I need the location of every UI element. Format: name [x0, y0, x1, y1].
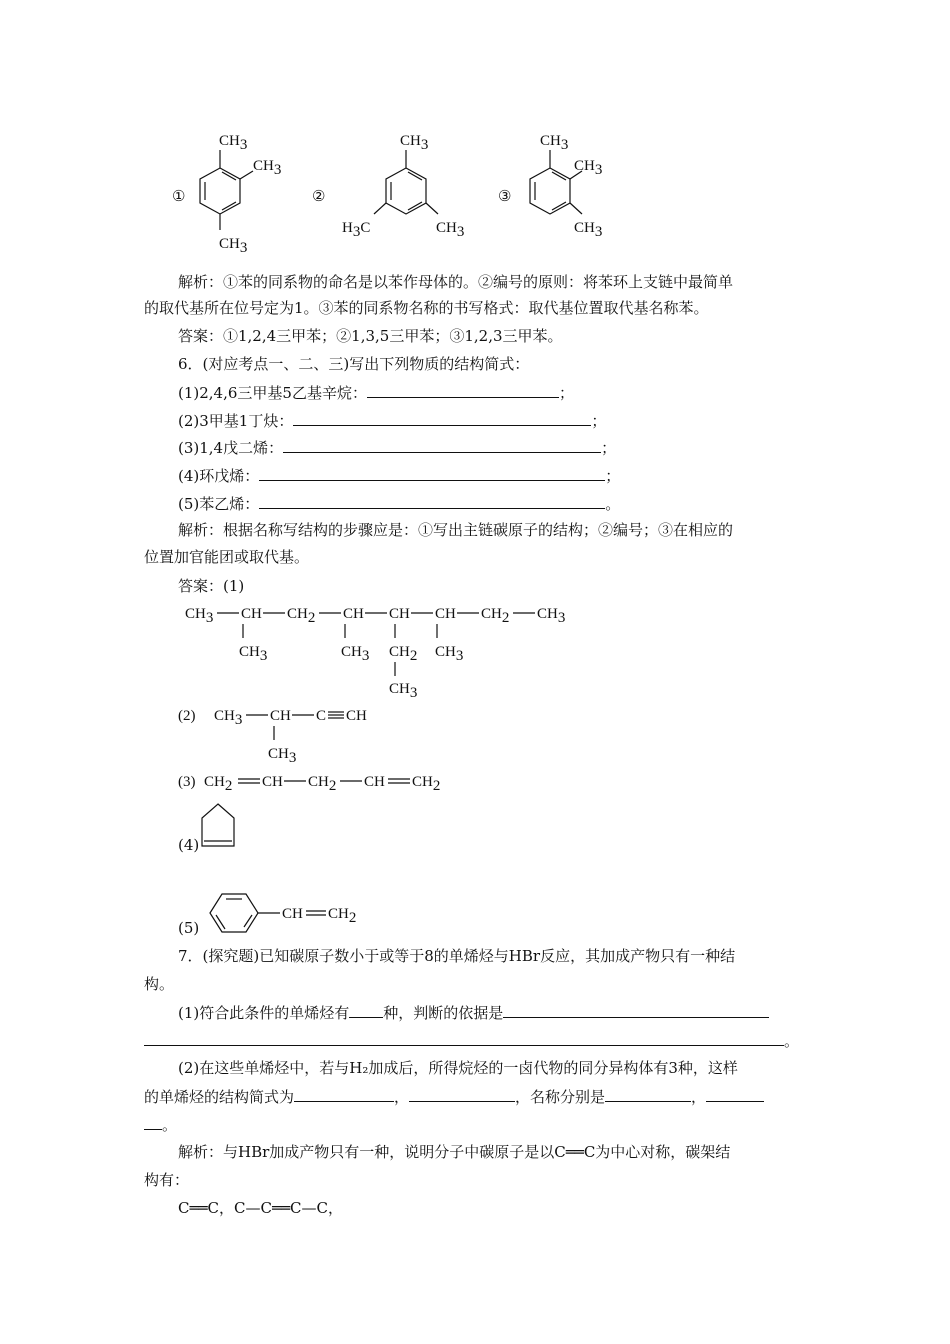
branch-group: CH3 — [389, 681, 418, 701]
main-group: CH2 — [481, 606, 510, 626]
item-end: ； — [601, 439, 617, 457]
group-ch3-right-lower: CH3 — [574, 220, 603, 240]
text: 。 — [784, 1032, 800, 1050]
item-label: (3)1,4戊二烯： — [178, 439, 284, 457]
main-group: CH2 — [308, 774, 337, 794]
q7-analysis-line2: 构有： — [144, 1171, 190, 1189]
answer-blank[interactable] — [409, 1086, 515, 1102]
main-group: CH — [389, 606, 410, 622]
group-h3c-left: H3C — [342, 220, 371, 240]
cyclopentene-ring — [202, 804, 234, 846]
branch-group: CH3 — [341, 644, 370, 664]
benzene-ring — [210, 894, 258, 932]
q6-item-5 — [178, 493, 620, 514]
q6-item-2 — [178, 410, 606, 431]
answer-blank[interactable] — [349, 1002, 383, 1018]
branch-group: CH3 — [268, 746, 297, 766]
answer-blank[interactable] — [259, 493, 605, 509]
item-label: (4)环戊烯： — [178, 467, 260, 485]
q6-analysis-line1: 解析：根据名称写结构的步骤应是：①写出主链碳原子的结构；②编号；③在相应的 — [178, 521, 734, 539]
text: ， — [691, 1088, 707, 1106]
q7-part2-line2 — [144, 1086, 764, 1107]
structure-answer-1 — [185, 600, 585, 700]
benzene-ring — [386, 168, 426, 214]
q6-item-3 — [178, 437, 616, 458]
answer-blank[interactable] — [144, 1114, 162, 1130]
item-end: ； — [591, 412, 607, 430]
main-group: CH2 — [204, 774, 233, 794]
q7-part1-cont — [144, 1030, 799, 1051]
molecule-2-trimethylbenzene — [340, 128, 480, 243]
group-ch3-top: CH3 — [219, 133, 248, 153]
answer-blank[interactable] — [706, 1086, 764, 1102]
answer-blank[interactable] — [367, 382, 559, 398]
text: (1)符合此条件的单烯烃有 — [178, 1004, 350, 1022]
text: ，名称分别是 — [515, 1088, 606, 1106]
q5-analysis-line2: 的取代基所在位号定为1。③苯的同系物名称的书写格式：取代基位置取代基名称苯。 — [144, 299, 709, 317]
main-group: CH2 — [287, 606, 316, 626]
chain-group: CH2 — [328, 906, 357, 926]
main-group: CH — [435, 606, 456, 622]
answer-blank[interactable] — [259, 465, 605, 481]
double-bond — [216, 915, 225, 929]
answer-blank[interactable] — [605, 1086, 691, 1102]
group-ch3-right-upper: CH3 — [574, 158, 603, 178]
answer-blank[interactable] — [503, 1002, 769, 1018]
answer-blank[interactable] — [144, 1030, 784, 1046]
structure-answer-3 — [178, 768, 478, 796]
group-ch3-top: CH3 — [540, 133, 569, 153]
q7-carbon-skeletons: C══C，C—C══C—C， — [178, 1199, 343, 1217]
main-group: CH — [262, 774, 283, 790]
main-group: CH3 — [214, 708, 243, 728]
main-group: CH — [241, 606, 262, 622]
q5-analysis-line1: 解析：①苯的同系物的命名是以苯作母体的。②编号的原则：将苯环上支链中最简单 — [178, 273, 734, 291]
branch-group: CH3 — [239, 644, 268, 664]
main-group: CH — [346, 708, 367, 724]
bond — [374, 203, 386, 214]
main-group: CH3 — [185, 606, 214, 626]
molecule-1-trimethylbenzene — [195, 128, 305, 263]
bond — [426, 203, 438, 214]
q6-title: 6．(对应考点一、二、三)写出下列物质的结构简式： — [178, 355, 530, 373]
marker-2: ② — [312, 187, 326, 205]
q6-item-1 — [178, 382, 574, 403]
q7-part2-line3 — [144, 1114, 177, 1135]
main-group: C — [316, 708, 327, 724]
molecule-3-trimethylbenzene — [520, 128, 630, 243]
text: 的单烯烃的结构简式为 — [144, 1088, 295, 1106]
q6-item-4 — [178, 465, 620, 486]
item-end: ； — [605, 467, 621, 485]
branch-group: CH3 — [435, 644, 464, 664]
main-group: CH — [364, 774, 385, 790]
q6-analysis-line2: 位置加官能团或取代基。 — [144, 548, 310, 566]
bond — [240, 171, 253, 179]
q7-analysis-line1: 解析：与HBr加成产物只有一种，说明分子中碳原子是以C══C为中心对称，碳架结 — [178, 1143, 731, 1161]
text: ， — [394, 1088, 410, 1106]
q7-part1 — [178, 1002, 769, 1023]
q5-answer: 答案：①1,2,4三甲苯；②1,3,5三甲苯；③1,2,3三甲苯。 — [178, 327, 563, 345]
branch-group: CH2 — [389, 644, 418, 664]
group-ch3-top: CH3 — [400, 133, 429, 153]
group-ch3-right: CH3 — [436, 220, 465, 240]
benzene-ring — [530, 168, 570, 214]
structure-answer-4-cyclopentene — [200, 800, 240, 852]
group-ch3-bottom: CH3 — [219, 236, 248, 256]
item-end: 。 — [605, 495, 621, 513]
answer-label: (2) — [178, 708, 196, 724]
item-label: (1)2,4,6三甲基5乙基辛烷： — [178, 384, 367, 402]
structure-answer-2 — [178, 702, 398, 764]
main-group: CH3 — [537, 606, 566, 626]
q7-title-line1: 7．(探究题)已知碳原子数小于或等于8的单烯烃与HBr反应，其加成产物只有一种结 — [178, 947, 736, 965]
answer-label: (3) — [178, 774, 196, 790]
group-ch3-right: CH3 — [253, 158, 282, 178]
answer-blank[interactable] — [293, 410, 591, 426]
item-end: ； — [558, 384, 574, 402]
text: 种，判断的依据是 — [383, 1004, 504, 1022]
q7-part2-line1: (2)在这些单烯烃中，若与H₂加成后，所得烷烃的一卤代物的同分异构体有3种，这样 — [178, 1059, 738, 1077]
marker-3: ③ — [498, 187, 512, 205]
answer-5-label: (5) — [178, 919, 200, 937]
benzene-ring — [200, 168, 240, 214]
item-label: (2)3甲基1丁炔： — [178, 412, 294, 430]
text: 。 — [162, 1116, 178, 1134]
answer-4-label: (4) — [178, 836, 200, 854]
chain-group: CH — [282, 906, 303, 922]
answer-blank[interactable] — [294, 1086, 394, 1102]
marker-1: ① — [172, 187, 186, 205]
q6-answer-label: 答案：(1) — [178, 577, 245, 595]
bond — [570, 203, 582, 214]
q7-title-line2: 构。 — [144, 975, 175, 993]
main-group: CH — [343, 606, 364, 622]
answer-blank[interactable] — [283, 437, 601, 453]
main-group: CH2 — [412, 774, 441, 794]
item-label: (5)苯乙烯： — [178, 495, 260, 513]
main-group: CH — [270, 708, 291, 724]
structure-answer-5-styrene — [200, 888, 390, 938]
